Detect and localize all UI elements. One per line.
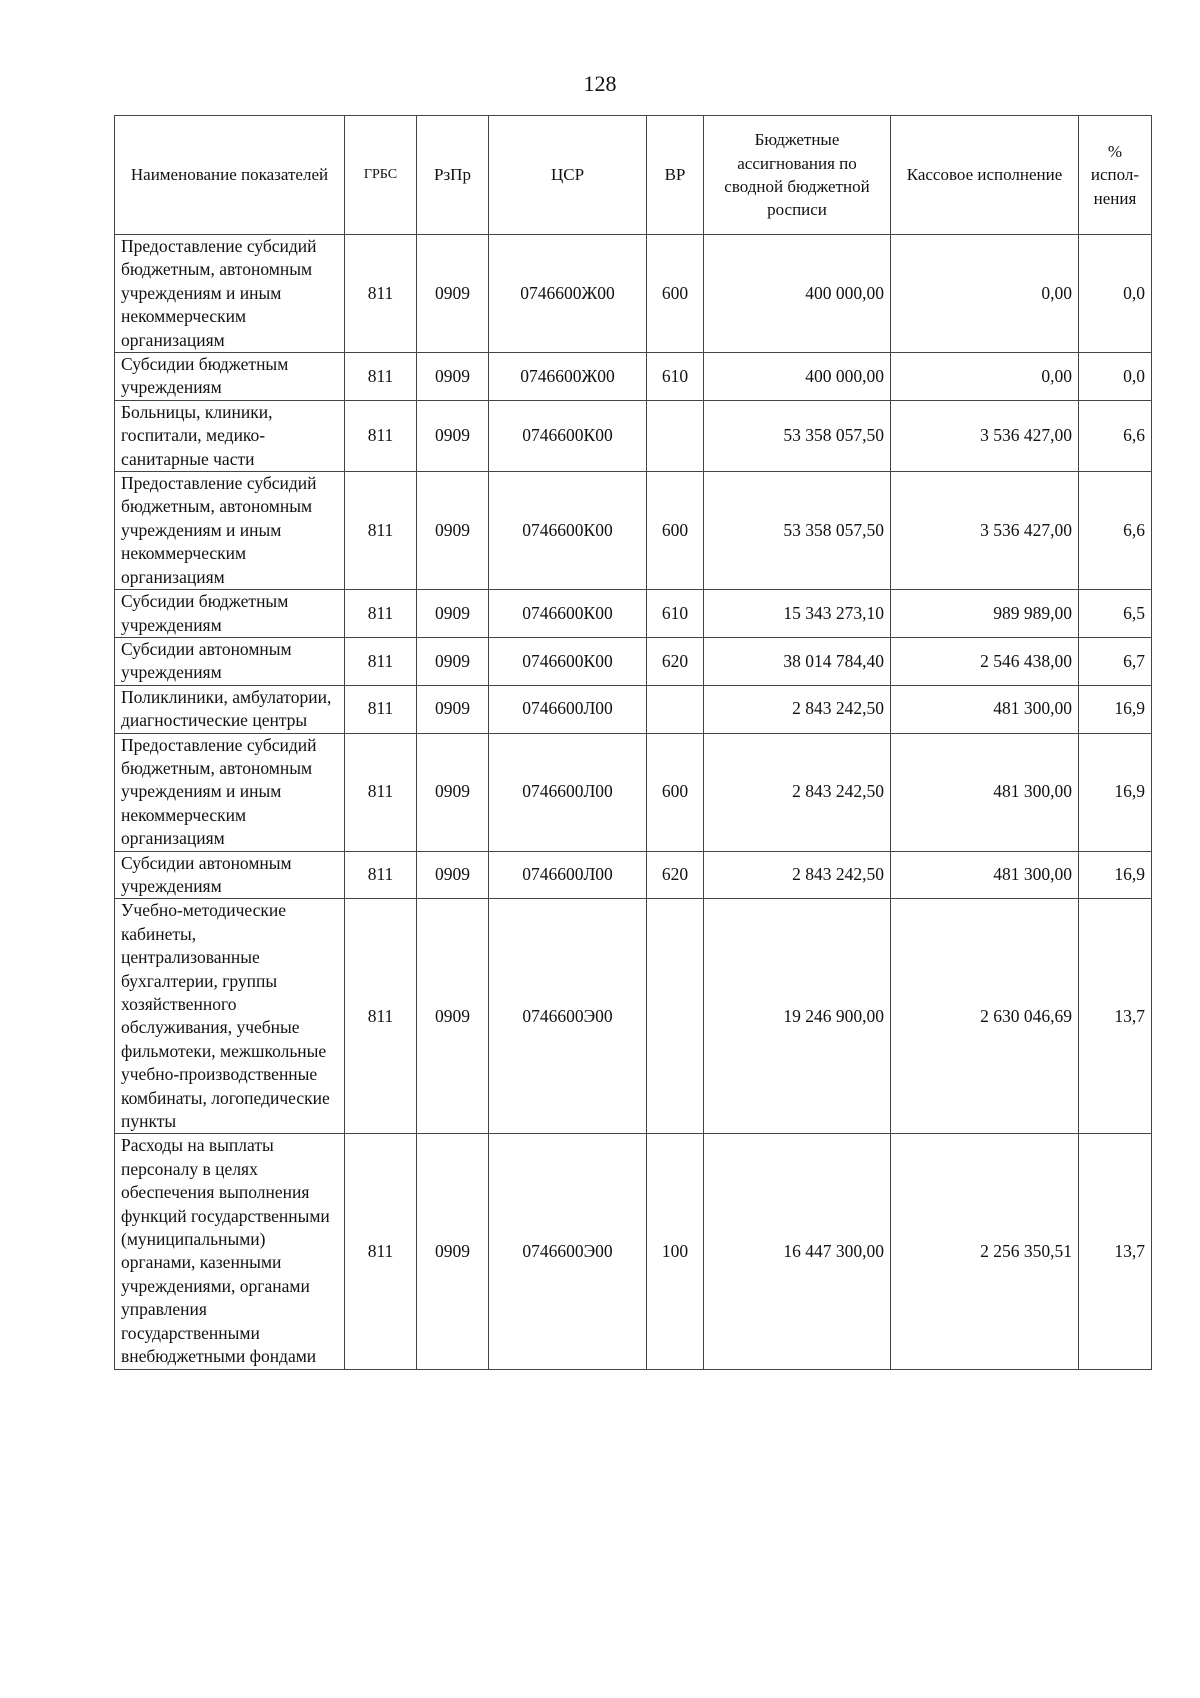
cell-grbs: 811 xyxy=(345,733,417,851)
cell-vr xyxy=(647,685,704,733)
cell-name: Субсидии бюджетным учреждениям xyxy=(115,590,345,638)
cell-csr: 0746600К00 xyxy=(489,400,647,471)
cell-cash: 2 256 350,51 xyxy=(891,1134,1079,1369)
cell-cash: 0,00 xyxy=(891,235,1079,353)
cell-csr: 0746600Л00 xyxy=(489,851,647,899)
cell-csr: 0746600К00 xyxy=(489,472,647,590)
table-row xyxy=(115,472,1152,590)
header-percent-sign: % xyxy=(1107,141,1123,161)
cell-cash: 481 300,00 xyxy=(891,733,1079,851)
cell-budget: 19 246 900,00 xyxy=(704,899,891,1134)
cell-rzpr: 0909 xyxy=(417,400,489,471)
cell-cash: 481 300,00 xyxy=(891,685,1079,733)
cell-percent: 13,7 xyxy=(1079,1134,1152,1369)
cell-rzpr: 0909 xyxy=(417,590,489,638)
cell-rzpr: 0909 xyxy=(417,1134,489,1369)
cell-csr: 0746600Э00 xyxy=(489,899,647,1134)
cell-rzpr: 0909 xyxy=(417,851,489,899)
cell-budget: 53 358 057,50 xyxy=(704,400,891,471)
table-row xyxy=(115,353,1152,401)
cell-vr xyxy=(647,899,704,1134)
cell-vr: 600 xyxy=(647,733,704,851)
cell-rzpr: 0909 xyxy=(417,472,489,590)
cell-vr: 620 xyxy=(647,851,704,899)
cell-name: Субсидии автономным учреждениям xyxy=(115,851,345,899)
cell-name: Учебно-методические кабинеты, централизованные бухгалтерии, группы хозяйственного обслуживания, учебные фильмотеки, межшкольные учебно-производственные комбинаты, логопедические пункты xyxy=(115,899,345,1134)
cell-grbs: 811 xyxy=(345,400,417,471)
cell-grbs: 811 xyxy=(345,353,417,401)
cell-percent: 0,0 xyxy=(1079,353,1152,401)
cell-grbs: 811 xyxy=(345,590,417,638)
cell-vr: 610 xyxy=(647,590,704,638)
cell-budget: 400 000,00 xyxy=(704,353,891,401)
cell-csr: 0746600Ж00 xyxy=(489,235,647,353)
cell-rzpr: 0909 xyxy=(417,733,489,851)
header-percent-line3: нения xyxy=(1093,188,1137,208)
budget-execution-table xyxy=(114,115,1152,1370)
table-row xyxy=(115,851,1152,899)
cell-csr: 0746600К00 xyxy=(489,590,647,638)
table-row xyxy=(115,685,1152,733)
cell-grbs: 811 xyxy=(345,899,417,1134)
cell-vr: 600 xyxy=(647,472,704,590)
cell-csr: 0746600Л00 xyxy=(489,733,647,851)
cell-budget: 16 447 300,00 xyxy=(704,1134,891,1369)
cell-budget: 15 343 273,10 xyxy=(704,590,891,638)
cell-name: Предоставление субсидий бюджетным, автономным учреждениям и иным некоммерческим организациям xyxy=(115,733,345,851)
cell-budget: 2 843 242,50 xyxy=(704,851,891,899)
table-row xyxy=(115,733,1152,851)
cell-grbs: 811 xyxy=(345,1134,417,1369)
cell-csr: 0746600Л00 xyxy=(489,685,647,733)
header-cash-execution: Кассовое исполнение xyxy=(891,116,1079,235)
cell-name: Предоставление субсидий бюджетным, автономным учреждениям и иным некоммерческим организациям xyxy=(115,472,345,590)
cell-rzpr: 0909 xyxy=(417,685,489,733)
cell-csr: 0746600Э00 xyxy=(489,1134,647,1369)
cell-percent: 6,5 xyxy=(1079,590,1152,638)
cell-name: Субсидии автономным учреждениям xyxy=(115,637,345,685)
cell-rzpr: 0909 xyxy=(417,637,489,685)
cell-vr: 620 xyxy=(647,637,704,685)
cell-budget: 2 843 242,50 xyxy=(704,733,891,851)
cell-cash: 3 536 427,00 xyxy=(891,472,1079,590)
cell-percent: 16,9 xyxy=(1079,733,1152,851)
cell-percent: 6,6 xyxy=(1079,400,1152,471)
cell-name: Поликлиники, амбулатории, диагностические центры xyxy=(115,685,345,733)
cell-name: Расходы на выплаты персоналу в целях обеспечения выполнения функций государственными (муниципальными) органами, казенными учреждениями, органами управления государственными внебюджетными фондами xyxy=(115,1134,345,1369)
header-csr: ЦСР xyxy=(489,116,647,235)
cell-percent: 6,6 xyxy=(1079,472,1152,590)
cell-rzpr: 0909 xyxy=(417,235,489,353)
table-row xyxy=(115,637,1152,685)
cell-percent: 0,0 xyxy=(1079,235,1152,353)
header-rzpr: РзПр xyxy=(417,116,489,235)
cell-percent: 16,9 xyxy=(1079,685,1152,733)
cell-name: Предоставление субсидий бюджетным, автономным учреждениям и иным некоммерческим организациям xyxy=(115,235,345,353)
header-budget-allocations: Бюджетные ассигнования по сводной бюджетной росписи xyxy=(704,116,891,235)
cell-vr: 610 xyxy=(647,353,704,401)
cell-rzpr: 0909 xyxy=(417,899,489,1134)
cell-percent: 6,7 xyxy=(1079,637,1152,685)
cell-cash: 2 630 046,69 xyxy=(891,899,1079,1134)
cell-vr: 100 xyxy=(647,1134,704,1369)
cell-csr: 0746600К00 xyxy=(489,637,647,685)
table-body xyxy=(115,235,1152,1370)
cell-name: Больницы, клиники, госпитали, медико-санитарные части xyxy=(115,400,345,471)
cell-grbs: 811 xyxy=(345,685,417,733)
cell-cash: 2 546 438,00 xyxy=(891,637,1079,685)
header-name: Наименование показателей xyxy=(115,116,345,235)
cell-rzpr: 0909 xyxy=(417,353,489,401)
header-percent-line2: испол- xyxy=(1090,165,1140,185)
cell-budget: 38 014 784,40 xyxy=(704,637,891,685)
table-row xyxy=(115,400,1152,471)
cell-budget: 2 843 242,50 xyxy=(704,685,891,733)
cell-cash: 481 300,00 xyxy=(891,851,1079,899)
table-row xyxy=(115,590,1152,638)
cell-grbs: 811 xyxy=(345,235,417,353)
cell-percent: 13,7 xyxy=(1079,899,1152,1134)
cell-name: Субсидии бюджетным учреждениям xyxy=(115,353,345,401)
cell-vr: 600 xyxy=(647,235,704,353)
table-row xyxy=(115,235,1152,353)
table-row xyxy=(115,1134,1152,1369)
cell-budget: 400 000,00 xyxy=(704,235,891,353)
header-vr: ВР xyxy=(647,116,704,235)
cell-grbs: 811 xyxy=(345,851,417,899)
cell-percent: 16,9 xyxy=(1079,851,1152,899)
cell-cash: 989 989,00 xyxy=(891,590,1079,638)
cell-vr xyxy=(647,400,704,471)
cell-csr: 0746600Ж00 xyxy=(489,353,647,401)
cell-grbs: 811 xyxy=(345,472,417,590)
cell-cash: 3 536 427,00 xyxy=(891,400,1079,471)
cell-grbs: 811 xyxy=(345,637,417,685)
table-header-row xyxy=(115,116,1152,235)
cell-budget: 53 358 057,50 xyxy=(704,472,891,590)
cell-cash: 0,00 xyxy=(891,353,1079,401)
header-grbs: ГРБС xyxy=(345,116,417,235)
table-row xyxy=(115,899,1152,1134)
header-percent-execution xyxy=(1079,116,1152,235)
page-number: 128 xyxy=(583,71,617,96)
